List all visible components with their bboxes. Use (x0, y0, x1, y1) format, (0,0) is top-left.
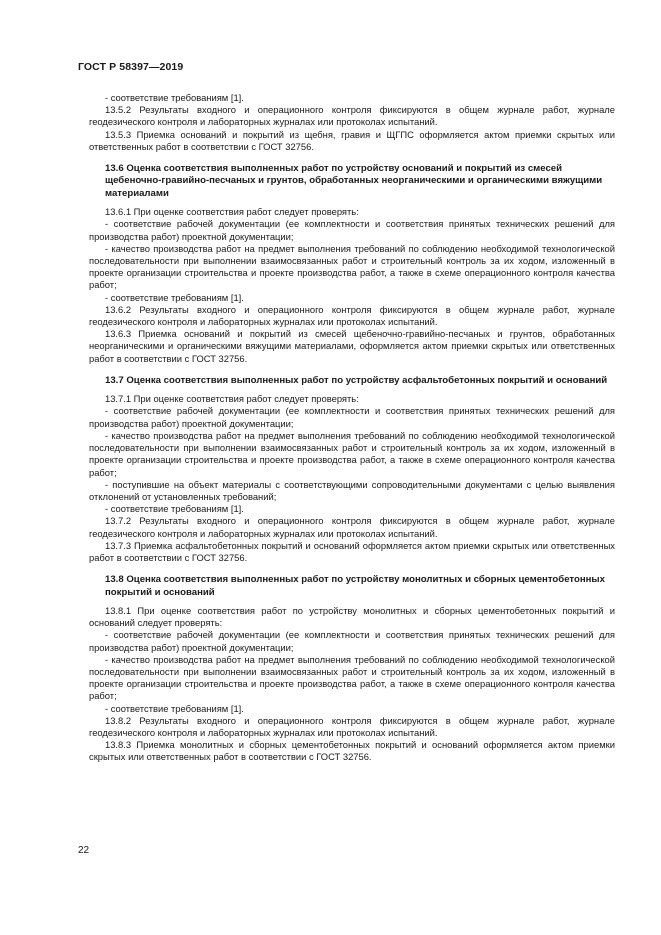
list-item: - соответствие рабочей документации (ее комплектности и соответствия принятых технических решений для производства работ) проектной документации; (89, 218, 615, 242)
section-heading: 13.7 Оценка соответствия выполненных работ по устройству асфальтобетонных покрытий и оснований (105, 374, 608, 386)
paragraph: 13.5.2 Результаты входного и операционного контроля фиксируются в общем журнале работ, журнале геодезического контроля и лабораторных журналах или протоколах испытаний. (89, 104, 615, 128)
page-number: 22 (78, 845, 90, 856)
list-item: - качество производства работ на предмет выполнения требований по соблюдению необходимой технологической последовательности при выполнении взаимосвязанных работ и строительный контроль за их ходом, изложенный в проекте организации строительства и проекте производства работ, а также в схеме операционного контроля качества работ; (89, 653, 615, 702)
list-item: - соответствие рабочей документации (ее комплектности и соответствия принятых технических решений для производства работ) проектной документации; (89, 629, 615, 653)
paragraph: 13.6.2 Результаты входного и операционного контроля фиксируются в общем журнале работ, журнале геодезического контроля и лабораторных журналах или протоколах испытаний. (89, 303, 615, 328)
list-item: - соответствие требованиям [1]. (105, 291, 244, 303)
document-header: ГОСТ Р 58397—2019 (78, 61, 184, 73)
list-item: - качество производства работ на предмет выполнения требований по соблюдению необходимой технологической последовательности при выполнении взаимосвязанных работ и строительный контроль за их ходом, изложенный в проекте организации строительства и проекте производства работ, а также в схеме операционного контроля качества работ; (89, 429, 615, 478)
paragraph: 13.7.2 Результаты входного и операционного контроля фиксируются в общем журнале работ, журнале геодезического контроля и лабораторных журналах или протоколах испытаний. (89, 515, 615, 539)
list-item: - соответствие рабочей документации (ее комплектности и соответствия принятых технических решений для производства работ) проектной документации; (89, 405, 615, 429)
list-item: - соответствие требованиям [1]. (105, 702, 244, 714)
paragraph: 13.6.1 При оценке соответствия работ следует проверять: (105, 206, 359, 218)
paragraph: 13.7.3 Приемка асфальтобетонных покрытий и оснований оформляется актом приемки скрытых или ответственных работ в соответствии с ГОСТ 32756. (89, 539, 615, 563)
paragraph: 13.8.3 Приемка монолитных и сборных цементобетонных покрытий и оснований оформляется актом приемки скрытых или ответственных работ в соответствии с ГОСТ 32756. (89, 739, 615, 763)
list-item: - поступившие на объект материалы с соответствующими сопроводительными документами с целью выявления отклонений от установленных требований; (89, 478, 615, 502)
paragraph: 13.8.1 При оценке соответствия работ по устройству монолитных и сборных цементобетонных покрытий и оснований следует проверять: (89, 604, 615, 629)
list-item: - соответствие требованиям [1]. (105, 503, 244, 515)
section-heading: 13.6 Оценка соответствия выполненных работ по устройству оснований и покрытий из смесей щебеночно-гравийно-песчаных и грунтов, обработанных неорганическими и органическими вяжущими материалами (105, 163, 603, 199)
paragraph: 13.7.1 При оценке соответствия работ следует проверять: (105, 393, 359, 405)
section-heading: 13.8 Оценка соответствия выполненных работ по устройству монолитных и сборных цементобетонных покрытий и оснований (105, 574, 605, 598)
page-body (89, 92, 615, 764)
paragraph: 13.6.3 Приемка оснований и покрытий из смесей щебеночно-гравийно-песчаных и грунтов, обработанных неорганическими и органическими вяжущими материалами, оформляется актом приемки скрытых или ответственных работ в соответствии с ГОСТ 32756. (89, 328, 615, 364)
list-item: - соответствие требованиям [1]. (105, 92, 244, 103)
paragraph: 13.8.2 Результаты входного и операционного контроля фиксируются в общем журнале работ, журнале геодезического контроля и лабораторных журналах или протоколах испытаний. (89, 714, 615, 738)
paragraph: 13.5.3 Приемка оснований и покрытий из щебня, гравия и ЩГПС оформляется актом приемки скрытых или ответственных работ в соответствии с ГОСТ 32756. (89, 128, 615, 152)
list-item: - качество производства работ на предмет выполнения требований по соблюдению необходимой технологической последовательности при выполнении взаимосвязанных работ и строительный контроль за их ходом, изложенный в проекте организации строительства и проекте производства работ, а также в схеме операционного контроля качества работ; (89, 242, 615, 291)
